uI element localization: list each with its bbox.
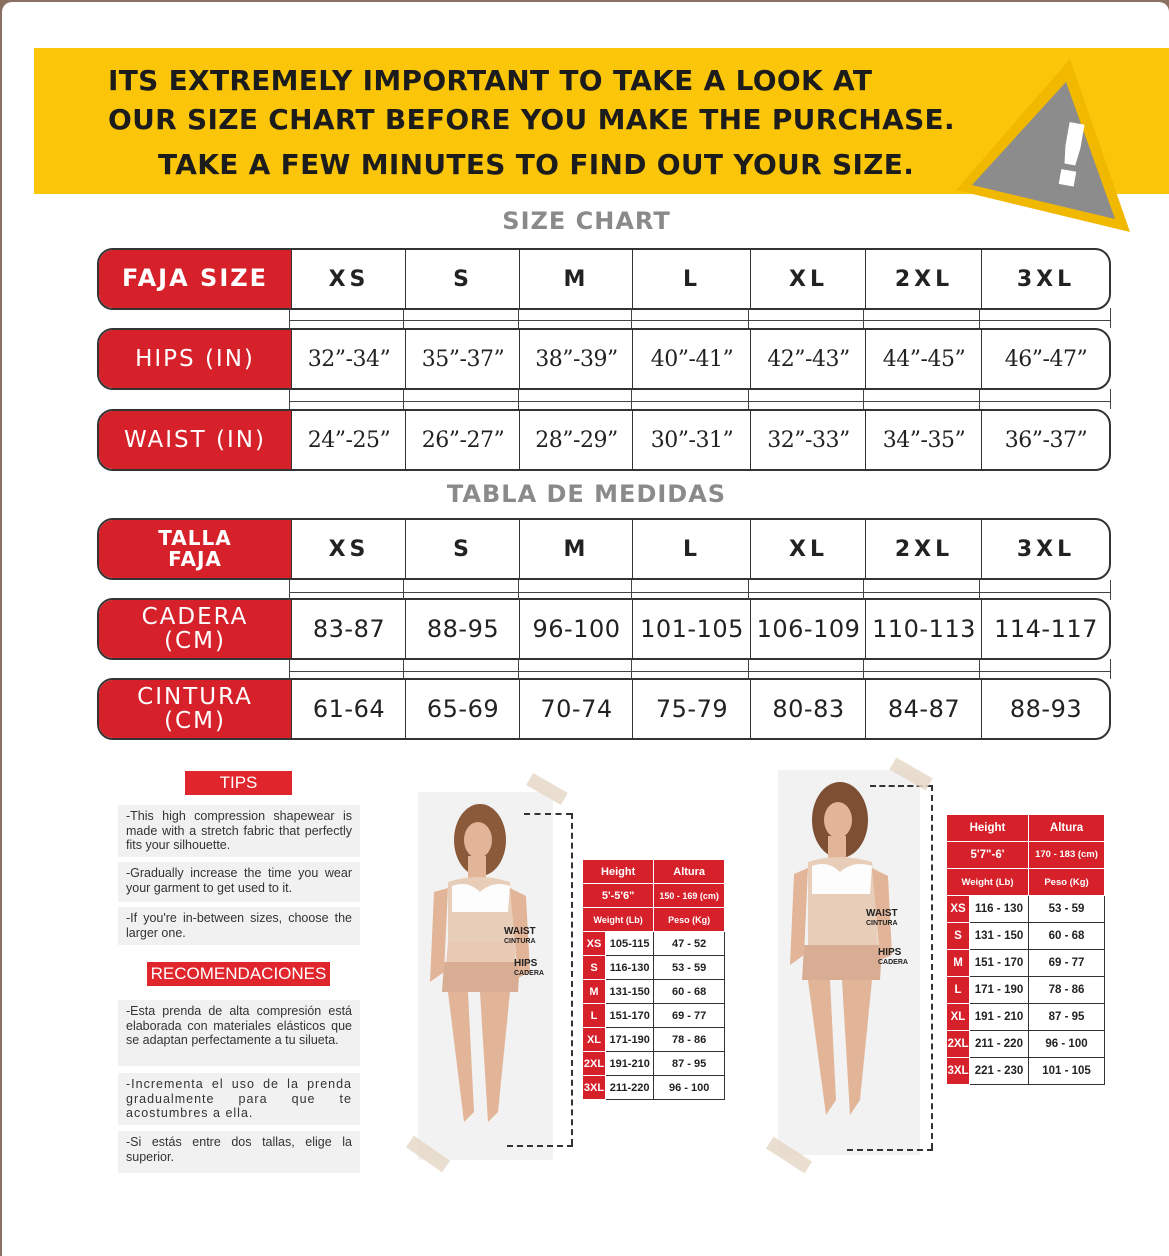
weight-lb: 171 - 190 bbox=[970, 977, 1029, 1004]
weight-kg: 87 - 95 bbox=[654, 1052, 725, 1076]
size-cell: 75-79 bbox=[632, 680, 751, 738]
size-label: 2XL bbox=[583, 1052, 606, 1076]
height-header: Height bbox=[583, 860, 654, 884]
size-cell: 65-69 bbox=[405, 680, 520, 738]
size-label: XL bbox=[583, 1028, 606, 1052]
weight-lb: 131 - 150 bbox=[970, 923, 1029, 950]
size-cell: 84-87 bbox=[865, 680, 982, 738]
hips-label: HIPS CADERA bbox=[878, 947, 908, 966]
size-cell: L bbox=[632, 520, 751, 578]
weight-lb: 211-220 bbox=[606, 1076, 654, 1100]
recomendaciones-heading: RECOMENDACIONES bbox=[147, 962, 330, 986]
tips-heading: TIPS bbox=[185, 771, 292, 795]
row-connector bbox=[289, 659, 1111, 679]
weight-lb: 105-115 bbox=[606, 932, 654, 956]
row-box bbox=[97, 598, 1111, 660]
size-cell: 70-74 bbox=[519, 680, 633, 738]
size-cell: XS bbox=[291, 250, 406, 308]
tip-item: -Gradually increase the time you wear your garment to get used to it. bbox=[118, 862, 360, 902]
size-cell: 40”-41” bbox=[632, 330, 751, 388]
weight-header: Weight (Lb) bbox=[947, 869, 1029, 896]
size-label: L bbox=[947, 977, 970, 1004]
weight-kg: 78 - 86 bbox=[1029, 977, 1105, 1004]
row-box bbox=[97, 678, 1111, 740]
size-label: S bbox=[583, 956, 606, 980]
weight-kg: 78 - 86 bbox=[654, 1028, 725, 1052]
size-cell: 3XL bbox=[981, 520, 1110, 578]
size-cell: 106-109 bbox=[750, 600, 866, 658]
size-label: XL bbox=[947, 1004, 970, 1031]
tabla-row bbox=[97, 598, 1111, 660]
size-chart-page bbox=[2, 2, 1169, 1256]
size-cell: XS bbox=[291, 520, 406, 578]
weight-lb: 191 - 210 bbox=[970, 1004, 1029, 1031]
row-connector bbox=[289, 580, 1111, 600]
height-header: Height bbox=[947, 815, 1029, 842]
tip-item: -This high compression shapewear is made with a stretch fabric that perfectly fits your silhouette. bbox=[118, 805, 360, 857]
height-value: 5'-5'6" bbox=[583, 884, 654, 908]
tabla-row bbox=[97, 678, 1111, 740]
row-label: CINTURA (CM) bbox=[99, 680, 291, 738]
size-cell: 38”-39” bbox=[519, 330, 633, 388]
size-cell: 24”-25” bbox=[291, 411, 406, 469]
size-label: XS bbox=[947, 896, 970, 923]
weight-lb: 131-150 bbox=[606, 980, 654, 1004]
size-cell: 114-117 bbox=[981, 600, 1110, 658]
weight-header: Weight (Lb) bbox=[583, 908, 654, 932]
weight-kg: 60 - 68 bbox=[654, 980, 725, 1004]
altura-header: Altura bbox=[654, 860, 725, 884]
size-cell: 34”-35” bbox=[865, 411, 982, 469]
size-label: L bbox=[583, 1004, 606, 1028]
height-value: 5'7"-6' bbox=[947, 842, 1029, 869]
size-cell: 32”-33” bbox=[750, 411, 866, 469]
size-cell: 61-64 bbox=[291, 680, 406, 738]
row-connector bbox=[289, 308, 1111, 328]
weight-lb: 211 - 220 bbox=[970, 1031, 1029, 1058]
weight-kg: 53 - 59 bbox=[1029, 896, 1105, 923]
weight-kg: 96 - 100 bbox=[1029, 1031, 1105, 1058]
measure-line bbox=[524, 813, 572, 815]
size-cell: 42”-43” bbox=[750, 330, 866, 388]
measure-line bbox=[931, 785, 933, 1149]
recomendacion-item: -Esta prenda de alta compresión está elaborada con materiales elásticos que se adaptan perfectamente a tu silueta. bbox=[118, 1000, 360, 1066]
size-cell: 83-87 bbox=[291, 600, 406, 658]
size-cell: 35”-37” bbox=[405, 330, 520, 388]
size-cell: 30”-31” bbox=[632, 411, 751, 469]
size-cell: M bbox=[519, 520, 633, 578]
row-label: TALLA FAJA bbox=[99, 520, 291, 578]
size-chart-row bbox=[97, 409, 1111, 471]
size-cell: 2XL bbox=[865, 250, 982, 308]
altura-value: 150 - 169 (cm) bbox=[654, 884, 725, 908]
size-cell: 46”-47” bbox=[981, 330, 1110, 388]
size-cell: XL bbox=[750, 520, 866, 578]
size-cell: 26”-27” bbox=[405, 411, 520, 469]
size-cell: 32”-34” bbox=[291, 330, 406, 388]
weight-lb: 116-130 bbox=[606, 956, 654, 980]
size-cell: 28”-29” bbox=[519, 411, 633, 469]
measure-line bbox=[847, 1149, 933, 1151]
weight-kg: 47 - 52 bbox=[654, 932, 725, 956]
row-connector bbox=[289, 389, 1111, 409]
altura-value: 170 - 183 (cm) bbox=[1029, 842, 1105, 869]
weight-kg: 101 - 105 bbox=[1029, 1058, 1105, 1085]
weight-lb: 221 - 230 bbox=[970, 1058, 1029, 1085]
size-cell: 88-95 bbox=[405, 600, 520, 658]
weight-table-left bbox=[582, 859, 725, 1100]
size-chart-title: SIZE CHART bbox=[502, 207, 671, 235]
size-cell: 3XL bbox=[981, 250, 1110, 308]
tip-item: -If you're in-between sizes, choose the larger one. bbox=[118, 907, 360, 945]
size-cell: 101-105 bbox=[632, 600, 751, 658]
banner-line-1: ITS EXTREMELY IMPORTANT TO TAKE A LOOK AT bbox=[108, 64, 873, 97]
size-label: 3XL bbox=[947, 1058, 970, 1085]
tabla-row bbox=[97, 518, 1111, 580]
waist-label: WAIST CINTURA bbox=[866, 908, 898, 927]
measure-line bbox=[507, 1145, 573, 1147]
weight-kg: 60 - 68 bbox=[1029, 923, 1105, 950]
tabla-title: TABLA DE MEDIDAS bbox=[446, 480, 727, 508]
row-box bbox=[97, 518, 1111, 580]
waist-label: WAIST CINTURA bbox=[504, 926, 536, 945]
row-box bbox=[97, 409, 1111, 471]
weight-kg: 53 - 59 bbox=[654, 956, 725, 980]
recomendacion-item: -Si estás entre dos tallas, elige la superior. bbox=[118, 1131, 360, 1173]
row-label: WAIST (IN) bbox=[99, 411, 291, 469]
banner-line-3: TAKE A FEW MINUTES TO FIND OUT YOUR SIZE. bbox=[158, 148, 915, 181]
peso-header: Peso (Kg) bbox=[1029, 869, 1105, 896]
size-chart-row bbox=[97, 328, 1111, 390]
row-label: FAJA SIZE bbox=[99, 250, 291, 308]
size-cell: S bbox=[405, 250, 520, 308]
recomendacion-item: -Incrementa el uso de la prenda gradualmente para que te acostumbres a ella. bbox=[118, 1073, 360, 1125]
row-box bbox=[97, 248, 1111, 310]
weight-table-right bbox=[946, 814, 1105, 1085]
peso-header: Peso (Kg) bbox=[654, 908, 725, 932]
measure-line bbox=[571, 813, 573, 1145]
weight-kg: 96 - 100 bbox=[654, 1076, 725, 1100]
size-label: XS bbox=[583, 932, 606, 956]
size-chart-row bbox=[97, 248, 1111, 310]
size-label: 2XL bbox=[947, 1031, 970, 1058]
svg-text:!: ! bbox=[1043, 103, 1100, 210]
size-cell: 110-113 bbox=[865, 600, 982, 658]
size-cell: M bbox=[519, 250, 633, 308]
size-label: M bbox=[947, 950, 970, 977]
size-cell: 36”-37” bbox=[981, 411, 1110, 469]
hips-label: HIPS CADERA bbox=[514, 958, 544, 977]
weight-kg: 69 - 77 bbox=[1029, 950, 1105, 977]
weight-kg: 69 - 77 bbox=[654, 1004, 725, 1028]
size-label: 3XL bbox=[583, 1076, 606, 1100]
size-cell: 88-93 bbox=[981, 680, 1110, 738]
size-cell: L bbox=[632, 250, 751, 308]
weight-lb: 116 - 130 bbox=[970, 896, 1029, 923]
weight-lb: 151-170 bbox=[606, 1004, 654, 1028]
weight-lb: 151 - 170 bbox=[970, 950, 1029, 977]
weight-kg: 87 - 95 bbox=[1029, 1004, 1105, 1031]
size-cell: S bbox=[405, 520, 520, 578]
size-cell: 2XL bbox=[865, 520, 982, 578]
row-box bbox=[97, 328, 1111, 390]
banner-line-2: OUR SIZE CHART BEFORE YOU MAKE THE PURCHASE. bbox=[108, 103, 955, 136]
size-cell: 44”-45” bbox=[865, 330, 982, 388]
size-label: S bbox=[947, 923, 970, 950]
altura-header: Altura bbox=[1029, 815, 1105, 842]
size-label: M bbox=[583, 980, 606, 1004]
row-label: CADERA (CM) bbox=[99, 600, 291, 658]
size-cell: XL bbox=[750, 250, 866, 308]
weight-lb: 171-190 bbox=[606, 1028, 654, 1052]
weight-lb: 191-210 bbox=[606, 1052, 654, 1076]
size-cell: 96-100 bbox=[519, 600, 633, 658]
size-cell: 80-83 bbox=[750, 680, 866, 738]
row-label: HIPS (IN) bbox=[99, 330, 291, 388]
